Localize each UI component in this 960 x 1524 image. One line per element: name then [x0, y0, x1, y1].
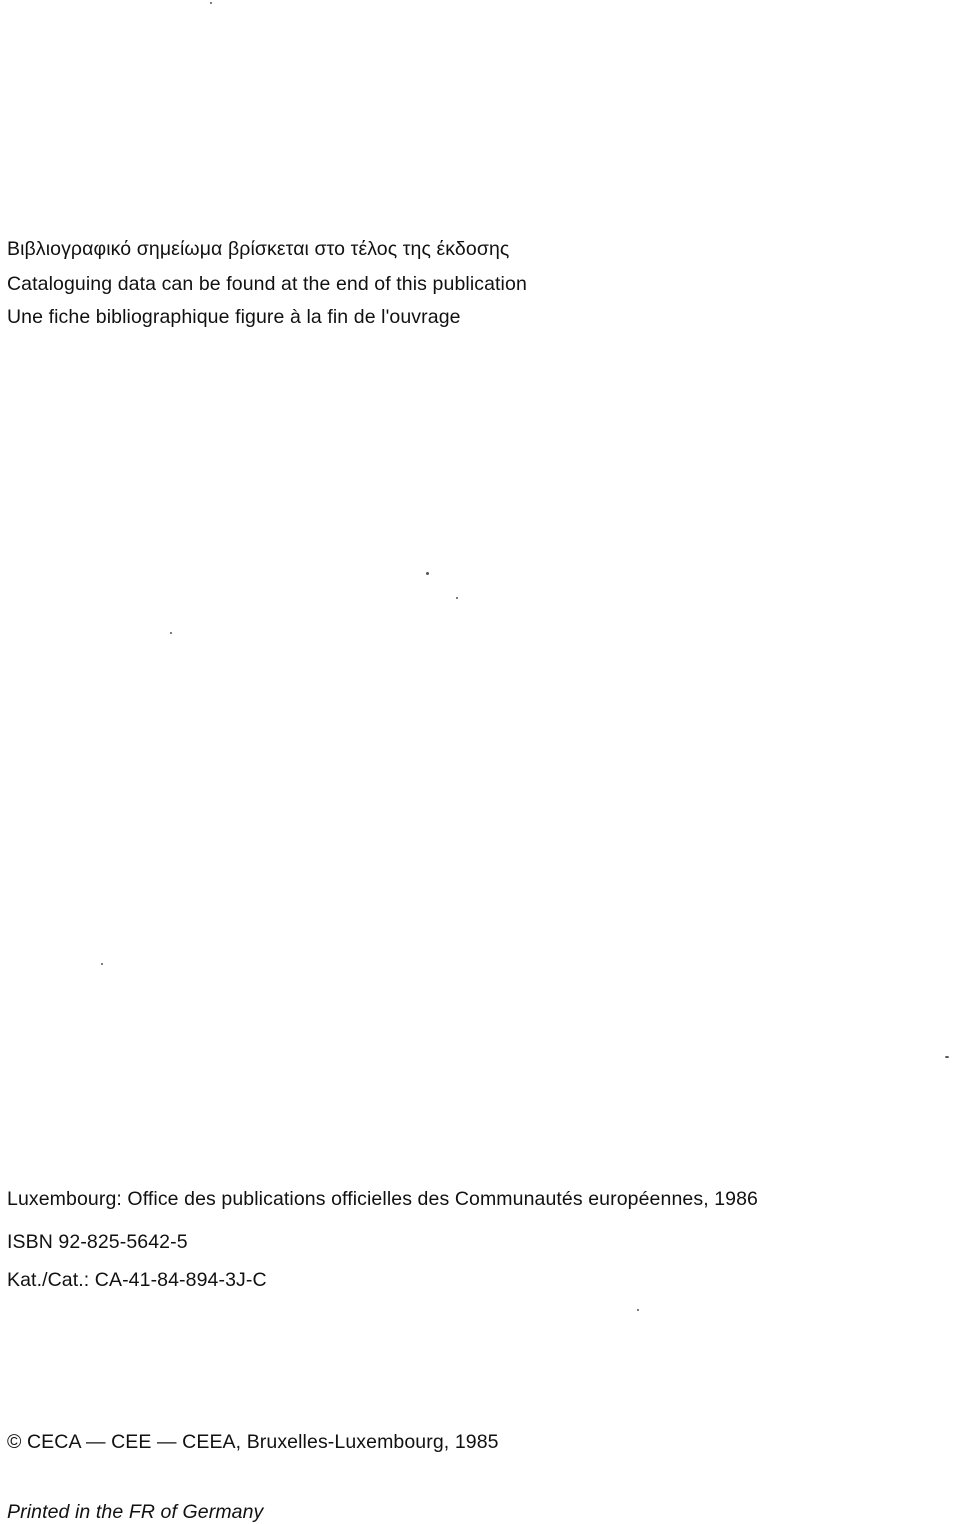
catalogue-number-line: Kat./Cat.: CA-41-84-894-3J-C — [7, 1269, 267, 1291]
scan-speck — [426, 572, 429, 575]
scan-speck — [945, 1056, 949, 1058]
scan-speck — [170, 632, 172, 634]
scan-speck — [637, 1309, 639, 1311]
scan-speck — [210, 2, 212, 4]
scan-speck — [101, 963, 103, 965]
isbn-line: ISBN 92-825-5642-5 — [7, 1231, 188, 1253]
printed-in-line: Printed in the FR of Germany — [7, 1501, 264, 1523]
scan-speck — [456, 597, 458, 599]
copyright-line: © CECA — CEE — CEEA, Bruxelles-Luxembourg, 1985 — [7, 1431, 499, 1453]
catalog-notice-greek: Βιβλιογραφικό σημείωμα βρίσκεται στο τέλος της έκδοσης — [7, 238, 510, 260]
catalog-notice-english: Cataloguing data can be found at the end of this publication — [7, 273, 527, 295]
catalog-notice-french: Une fiche bibliographique figure à la fin de l'ouvrage — [7, 306, 461, 328]
publisher-line: Luxembourg: Office des publications officielles des Communautés européennes, 1986 — [7, 1188, 759, 1210]
